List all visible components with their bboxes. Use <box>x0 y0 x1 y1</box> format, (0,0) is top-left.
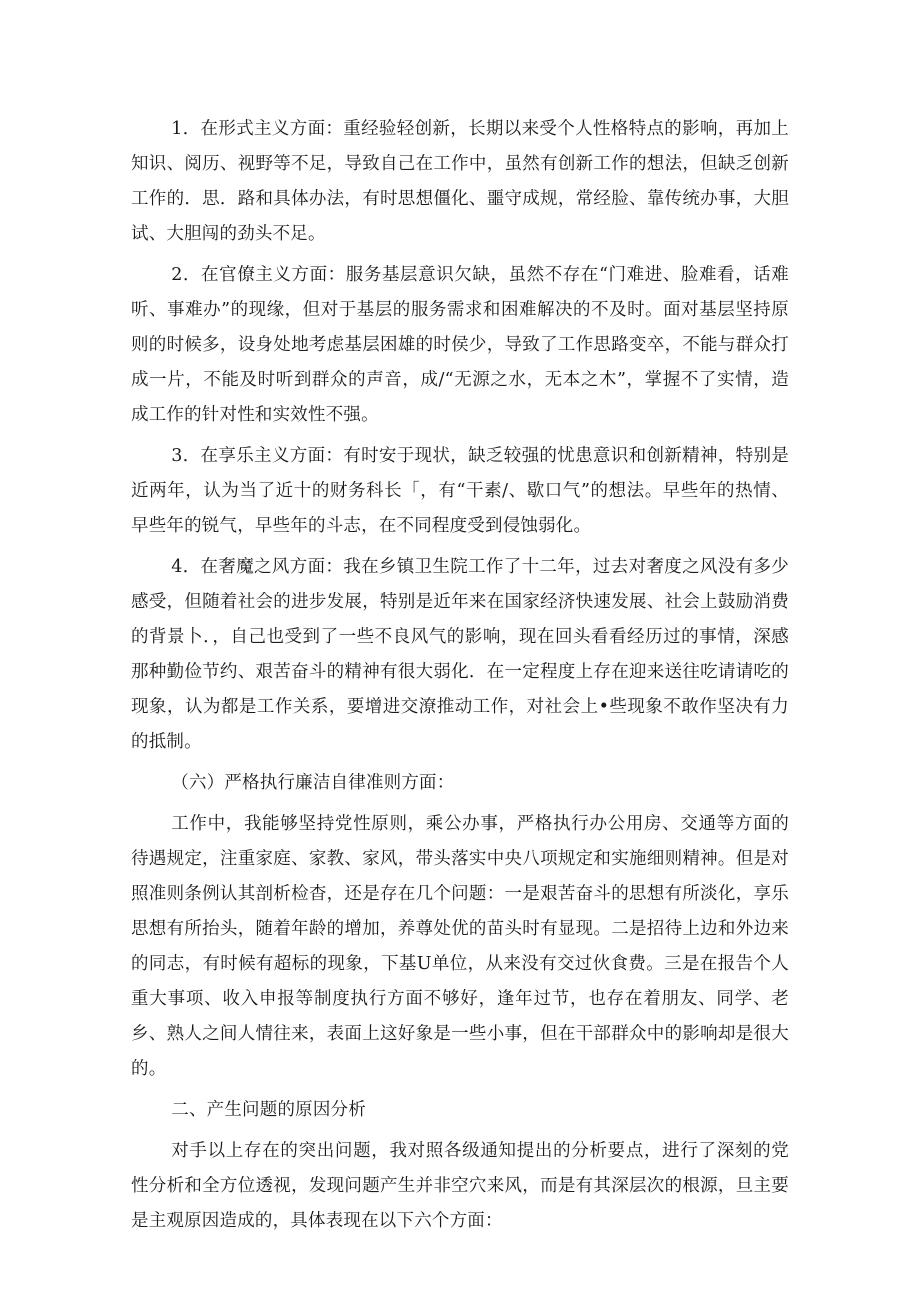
paragraph-formalism: 1．在形式主义方面：重经验轻创新，长期以来受个人性格特点的影响，再加上知识、阅历、视野等不足，导致自己在工作中，虽然有创新工作的想法，但缺乏创新工作的．思．路和具体办法，有时思想僵化、噩守成规，常经脸、靠传统办事，大胆试、大胆闯的劲头不足。 <box>131 119 789 244</box>
paragraph-cause-analysis: 对手以上存在的突出问题，我对照各级通知提出的分析要点，进行了深刻的党性分析和全方位透视，发现问题产生并非空穴来风，而是有其深层次的根源，旦主要是主观原因造成的，具体表现在以下六个方面： <box>131 1141 789 1231</box>
paragraph-extravagance: 4．在奢魔之风方面：我在乡镇卫生院工作了十二年，过去对奢度之风没有多少感受，但随着社会的进步发展，特别是近年来在国家经济快速发展、社会上鼓励消费的背景卜．，自己也受到了一些不良风气的影响，现在回头看看经历过的事情，深感那种勤俭节约、艰苦奋斗的精神有很大弱化．在一定程度上存在迎来送往吃请请吃的现象，认为都是工作关系，要增进交潦推动工作，对社会上•些现象不敢作坚决有力的抵制。 <box>131 557 789 752</box>
section-heading-cause-analysis: 二、产生问题的原因分析 <box>171 1100 366 1120</box>
document-body <box>131 112 789 1245</box>
paragraph-hedonism: 3．在享乐主义方面：有时安于现状，缺乏较强的忧患意识和创新精神，特别是近两年，认为当了近十的财务科长「，有“干素/、歇口气”的想法。早些年的热情、早些年的锐气，早些年的斗志，在不同程度受到侵蚀弱化。 <box>131 446 789 536</box>
paragraph-integrity: 工作中，我能够坚持党性原则，乘公办事，严格执行办公用房、交通等方面的待遇规定，注重家庭、家教、家风，带头落实中央八项规定和实施细则精神。但是对照准则条例认其剖析检杳，还是存在几个问题：一是艰苦奋斗的思想有所淡化，享乐思想有所抬头，随着年龄的增加，养尊处优的苗头时有显现。二是招待上边和外边来的同志，有时候有超标的现象，下基U单位，从来没有交过伙食费。三是在报告个人重大事项、收入申报等制度执行方面不够好，逢年过节，也存在着朋友、同学、老乡、熟人之间人情往来，表面上这好象是一些小事，但在干部群众中的影响却是很大的。 <box>131 814 789 1079</box>
section-heading-integrity: （六）严格执行廉洁自律准则方面： <box>171 773 455 793</box>
paragraph-bureaucratism: 2．在官僚主义方面：服务基层意识欠缺，虽然不存在“门难进、脸难看，话难听、事难办”的现缘，但对于基层的服务需求和困难解决的不及时。面对基层坚持原则的时候多，设身处地考虑基层困雄的时侯少，导致了工作思路变卒，不能与群众打成一片，不能及时听到群众的声音，成/“无源之水，无本之木”，掌握不了实情，造成工作的针对性和实效性不强。 <box>131 265 789 425</box>
